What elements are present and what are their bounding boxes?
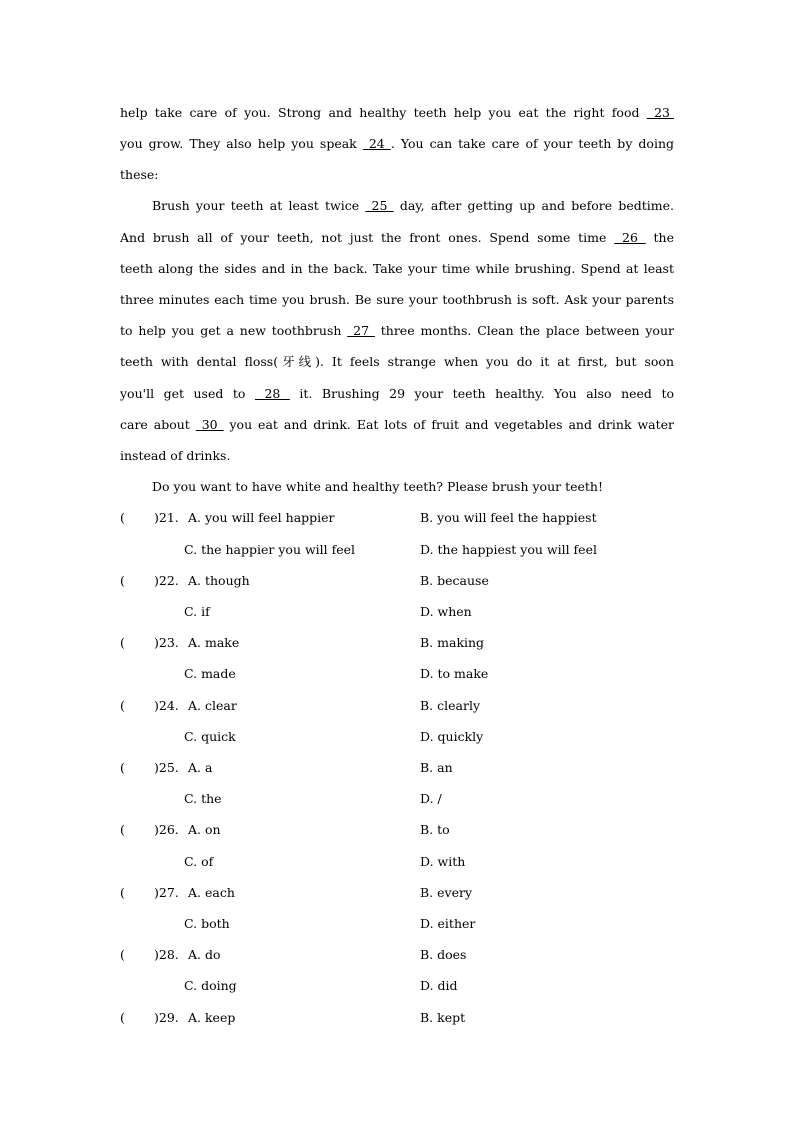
passage-line-2	[120, 134, 674, 154]
blank-26: 26	[614, 230, 646, 245]
answer-paren: (	[120, 822, 125, 837]
answer-paren: (	[120, 635, 125, 650]
passage-line-3	[120, 165, 674, 185]
passage-text: you'll get used to	[120, 386, 255, 401]
question-number: )29.	[154, 1010, 179, 1025]
question-26-row	[120, 820, 680, 840]
option-b: B. to	[420, 822, 450, 837]
answer-paren: (	[120, 573, 125, 588]
option-b: B. an	[420, 760, 453, 775]
question-27-row-2	[120, 914, 680, 934]
option-c: C. both	[184, 916, 230, 931]
passage-text: you grow. They also help you speak	[120, 136, 363, 151]
passage-text: . You can take care of your teeth by doing	[390, 136, 674, 151]
passage-text: teeth with dental floss(牙线). It feels strange when you do it at first, but soon	[120, 354, 674, 369]
passage-line-8	[120, 321, 674, 341]
option-a: A. a	[188, 760, 213, 775]
passage-line-12	[120, 446, 674, 466]
question-21-row	[120, 508, 680, 528]
option-c: C. of	[184, 854, 214, 869]
option-b: B. kept	[420, 1010, 466, 1025]
passage-text: it. Brushing 29 your teeth healthy. You also need to	[289, 386, 674, 401]
option-d: D. either	[420, 916, 476, 931]
option-b: B. clearly	[420, 698, 481, 713]
option-a: A. though	[188, 573, 250, 588]
answer-paren: (	[120, 885, 125, 900]
answer-paren: (	[120, 1010, 125, 1025]
passage-text: And brush all of your teeth, not just the front ones. Spend some time	[120, 230, 615, 245]
question-number: )28.	[154, 947, 179, 962]
question-26-row-2	[120, 852, 680, 872]
option-d: D. to make	[420, 666, 489, 681]
question-29-row	[120, 1008, 680, 1028]
answer-paren: (	[120, 698, 125, 713]
passage-line-6	[120, 259, 674, 279]
option-b: B. because	[420, 573, 489, 588]
question-28-row	[120, 945, 680, 965]
passage-line-5	[120, 228, 674, 248]
answer-paren: (	[120, 760, 125, 775]
question-28-row-2	[120, 976, 680, 996]
question-number: )22.	[154, 573, 179, 588]
blank-30: 30	[195, 417, 224, 432]
option-d: D. the happiest you will feel	[420, 542, 597, 557]
question-24-row	[120, 696, 680, 716]
option-a: A. on	[188, 822, 221, 837]
question-number: )26.	[154, 822, 179, 837]
option-a: A. each	[188, 885, 235, 900]
option-d: D. /	[420, 791, 442, 806]
question-23-row	[120, 633, 680, 653]
option-c: C. quick	[184, 729, 236, 744]
question-22-row-2	[120, 602, 680, 622]
question-22-row	[120, 571, 680, 591]
passage-text: day, after getting up and before bedtime.	[393, 198, 674, 213]
option-c: C. doing	[184, 978, 237, 993]
option-c: C. the happier you will feel	[184, 542, 356, 557]
question-number: )23.	[154, 635, 179, 650]
passage-text: the	[645, 230, 674, 245]
passage-line-10	[120, 384, 674, 404]
question-21-row-2	[120, 540, 680, 560]
passage-line-1	[120, 103, 674, 123]
question-number: )21.	[154, 510, 179, 525]
option-b: B. making	[420, 635, 485, 650]
question-23-row-2	[120, 664, 680, 684]
answer-paren: (	[120, 947, 125, 962]
option-a: A. you will feel happier	[188, 510, 335, 525]
option-a: A. make	[188, 635, 240, 650]
question-25-row	[120, 758, 680, 778]
blank-27: 27	[347, 323, 375, 338]
question-number: )25.	[154, 760, 179, 775]
answer-paren: (	[120, 510, 125, 525]
passage-text: you eat and drink. Eat lots of fruit and vegetables and drink water	[223, 417, 675, 432]
passage-text: three months. Clean the place between your	[374, 323, 674, 338]
option-b: B. you will feel the happiest	[420, 510, 597, 525]
passage-text: instead of drinks.	[120, 448, 231, 463]
option-d: D. quickly	[420, 729, 484, 744]
passage-line-13	[152, 477, 674, 497]
question-25-row-2	[120, 789, 680, 809]
passage-line-11	[120, 415, 674, 435]
option-d: D. did	[420, 978, 458, 993]
passage-text: to help you get a new toothbrush	[120, 323, 348, 338]
passage-line-9	[120, 352, 674, 372]
option-a: A. keep	[188, 1010, 236, 1025]
option-d: D. when	[420, 604, 472, 619]
passage-line-4	[152, 196, 674, 216]
option-a: A. clear	[188, 698, 237, 713]
question-24-row-2	[120, 727, 680, 747]
option-c: C. if	[184, 604, 210, 619]
passage-text: Brush your teeth at least twice	[152, 198, 366, 213]
option-c: C. the	[184, 791, 222, 806]
passage-line-7	[120, 290, 674, 310]
passage-text: three minutes each time you brush. Be sure your toothbrush is soft. Ask your parents	[120, 292, 674, 307]
blank-23: 23	[646, 105, 674, 120]
option-b: B. does	[420, 947, 467, 962]
blank-28: 28	[254, 386, 290, 401]
option-d: D. with	[420, 854, 466, 869]
option-c: C. made	[184, 666, 236, 681]
option-b: B. every	[420, 885, 473, 900]
blank-24: 24	[362, 136, 391, 151]
question-number: )24.	[154, 698, 179, 713]
blank-25: 25	[365, 198, 394, 213]
option-a: A. do	[188, 947, 221, 962]
question-27-row	[120, 883, 680, 903]
passage-text: teeth along the sides and in the back. Take your time while brushing. Spend at least	[120, 261, 674, 276]
passage-text: care about	[120, 417, 196, 432]
passage-text: Do you want to have white and healthy teeth? Please brush your teeth!	[152, 479, 603, 494]
passage-text: help take care of you. Strong and healthy teeth help you eat the right food	[120, 105, 647, 120]
question-number: )27.	[154, 885, 179, 900]
passage-text: these:	[120, 167, 159, 182]
